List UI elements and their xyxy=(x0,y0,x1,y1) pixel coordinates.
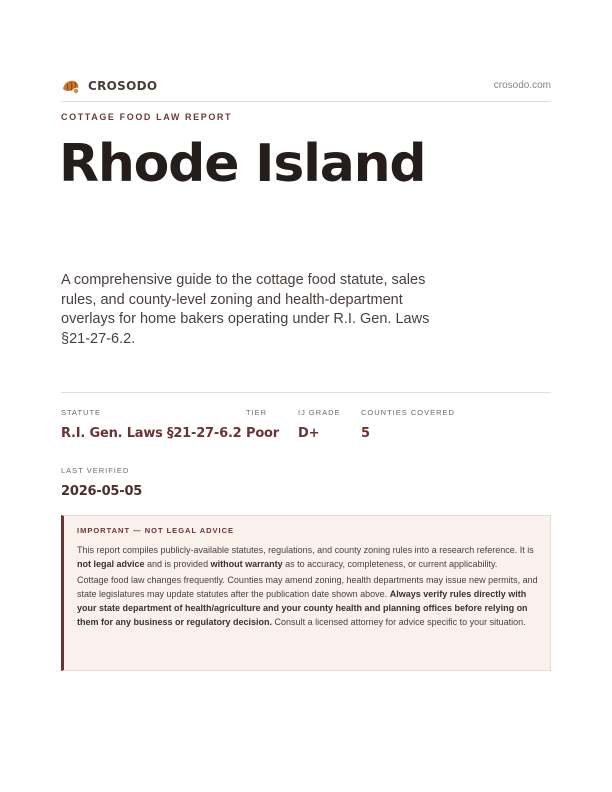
croissant-icon xyxy=(61,76,81,96)
disclaimer-heading: IMPORTANT — NOT LEGAL ADVICE xyxy=(77,526,235,535)
brand-name: CROSODO xyxy=(88,79,158,93)
grade-value: D+ xyxy=(298,426,320,441)
meta-verified xyxy=(61,466,142,499)
statute-label: STATUTE xyxy=(61,408,102,417)
meta-statute xyxy=(61,408,242,441)
report-intro: A comprehensive guide to the cottage food statute, sales rules, and county-level zoning and health-department overlays for home bakers operating under R.I. Gen. Laws §21-27-6.2. xyxy=(61,272,430,347)
report-eyebrow: COTTAGE FOOD LAW REPORT xyxy=(61,112,233,122)
disclaimer-paragraph-2: Cottage food law changes frequently. Counties may amend zoning, health departments may issue new permits, and state legislatures may update statutes after the publication date shown above. Always verify rules directly with your state department of health/agriculture and your county health and planning offices before relying on them for any business or regulatory decision. Consult a licensed attorney for advice specific to your situation. xyxy=(77,575,538,627)
verified-label: LAST VERIFIED xyxy=(61,466,130,475)
page-header xyxy=(61,76,551,102)
legal-disclaimer xyxy=(61,515,551,671)
statute-value: R.I. Gen. Laws §21-27-6.2 xyxy=(61,426,242,441)
meta-counties xyxy=(361,408,455,441)
meta-grade xyxy=(298,408,341,441)
meta-tier xyxy=(246,408,279,441)
counties-value: 5 xyxy=(361,426,370,441)
counties-label: COUNTIES COVERED xyxy=(361,408,455,417)
page-title: Rhode Island xyxy=(59,134,426,194)
section-divider xyxy=(61,392,551,393)
grade-label: IJ GRADE xyxy=(298,408,341,417)
tier-value: Poor xyxy=(246,426,280,441)
site-url[interactable]: crosodo.com xyxy=(493,80,551,91)
brand[interactable] xyxy=(61,76,157,96)
disclaimer-paragraph-1: This report compiles publicly-available statutes, regulations, and county zoning rules into a research reference. It is not legal advice and is provided without warranty as to accuracy, completeness, or current applicability. xyxy=(77,545,534,569)
verified-value: 2026-05-05 xyxy=(61,484,143,499)
tier-label: TIER xyxy=(246,408,268,417)
